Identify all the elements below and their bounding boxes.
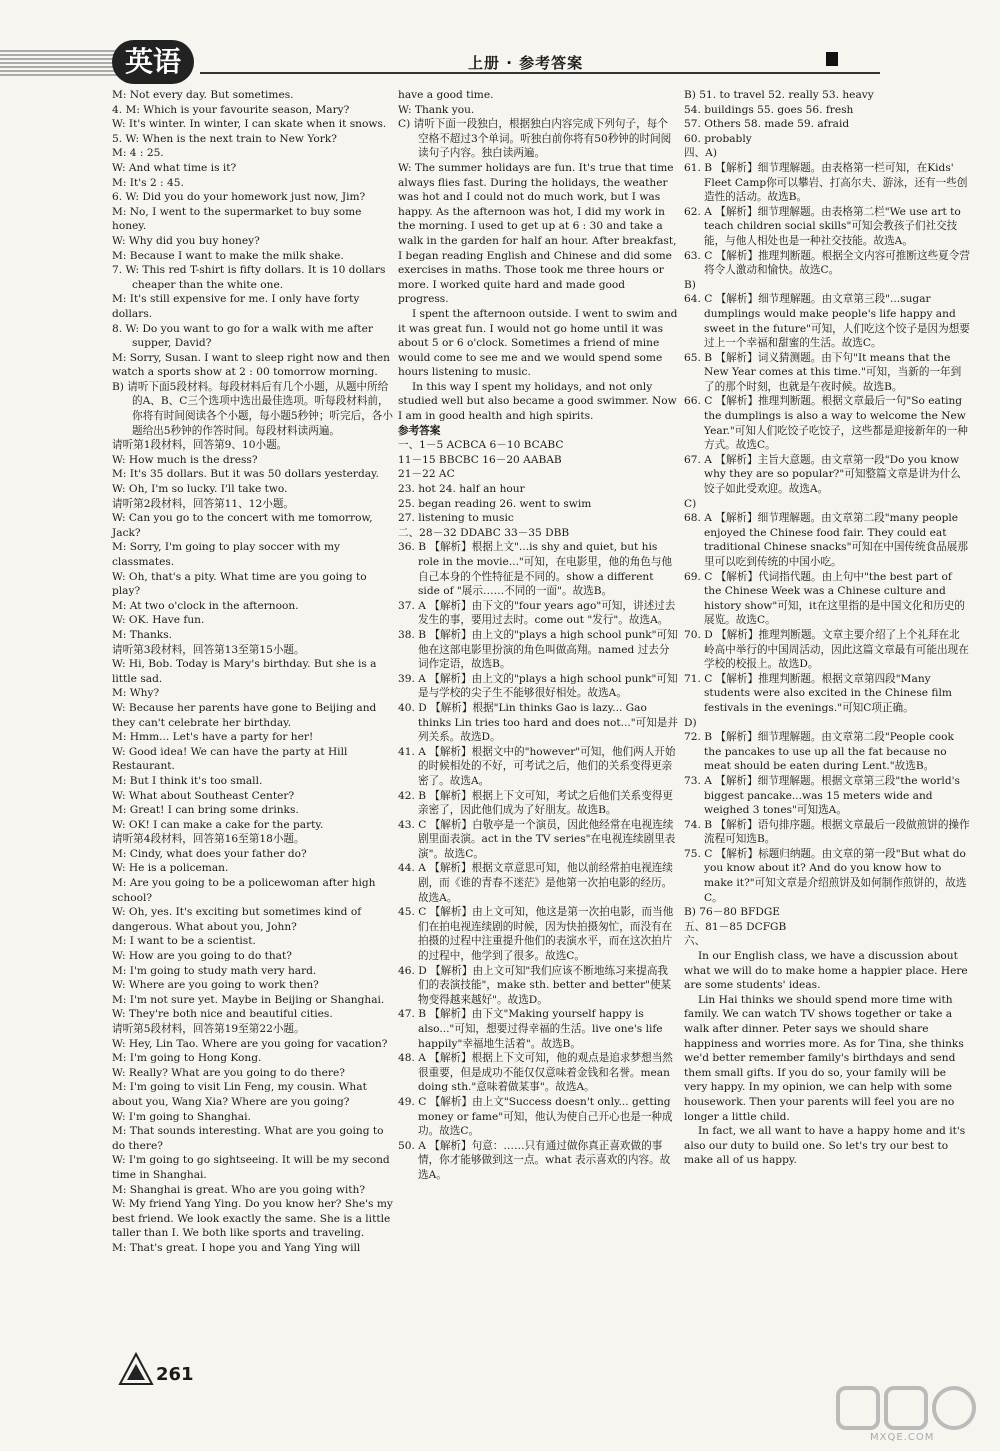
col1-line: M: Sorry, Susan. I want to sleep right now and then watch a sports show at 2 : 00 tomorrow morning. xyxy=(112,351,390,379)
col2-line: 37. A 【解析】由下文的"four years ago"可知，讲述过去发生的事，要用过去时。come out "发行"。故选A。 xyxy=(398,599,676,627)
page-number: 261 xyxy=(156,1364,194,1385)
col2-line: 27. listening to music xyxy=(398,512,514,525)
col1-line: M: Shanghai is great. Who are you going with? xyxy=(112,1183,366,1196)
col2-line: C) 请听下面一段独白，根据独白内容完成下列句子，每个空格不超过3个单词。听独白前你将有50秒钟的时间阅读句子内容。独白读两遍。 xyxy=(398,118,672,160)
col3-line: 75. C 【解析】标题归纳题。由文章的第一段"But what do you know about it? And do you know how to make it?"可知文章是介绍煎饼及如何制作煎饼的，故选C。 xyxy=(684,847,967,904)
col2-line: 49. C 【解析】由上文"Success doesn't only... getting money or fame"可知，他认为使自己开心也是一种成功。故选C。 xyxy=(398,1095,673,1138)
col3-line: B) 51. to travel 52. really 53. heavy xyxy=(684,89,874,101)
col1-line: B) 请听下面5段材料。每段材料后有几个小题，从题中所给的A、B、C三个选项中选出最佳选项。听每段材料前，你将有时间阅读各个小题，每小题5秒钟；听完后，各小题给出5秒钟的作答时间。每段材料读两遍。 xyxy=(112,380,393,437)
col3-line: 54. buildings 55. goes 56. fresh xyxy=(684,103,854,116)
col1-line: 7. W: This red T-shirt is fifty dollars. It is 10 dollars cheaper than the white one. xyxy=(112,264,386,291)
col3-line: B) 76－80 BFDGE xyxy=(684,906,781,919)
col1-line: M: That sounds interesting. What are you going to do there? xyxy=(112,1125,384,1152)
col1-line: W: I'm going to go sightseeing. It will be my second time in Shanghai. xyxy=(112,1154,390,1181)
col3-line: 71. C 【解析】推理判断题。根据文章第四段"Many students were also excited in the Chinese film festivals in the evenings."可知C项正确。 xyxy=(684,672,952,714)
left-column xyxy=(112,88,394,1256)
col1-line: W: What about Southeast Center? xyxy=(112,789,295,802)
col1-line: M: No, I went to the supermarket to buy some honey. xyxy=(112,205,362,233)
col2-line: 50. A 【解析】句意：……只有通过做你真正喜欢做的事情，你才能够做到这一点。what 表示喜欢的内容。故选A。 xyxy=(398,1139,671,1181)
col1-line: M: Not every day. But sometimes. xyxy=(112,89,294,101)
col1-line: W: OK. Have fun. xyxy=(112,614,205,627)
col2-line: W: The summer holidays are fun. It's true that time always flies fast. During the holidays, the weather was hot and I could not do much work, but I was happy. As the afternoon was hot, I did my work in the morning. I used to get up at 6 : 30 and take a walk in the garden for half an hour. After breakfast, I began reading English and Chinese and did some exercises in maths. Those took me three hours or more. I worked quite hard and made good progress. xyxy=(398,161,677,306)
col2-line: 47. B 【解析】由下文"Making yourself happy is also..."可知，想要过得幸福的生活。live one's life happily"幸福地生活着"。故选B。 xyxy=(398,1008,663,1050)
col1-line: W: They're both nice and beautiful cities. xyxy=(112,1008,333,1021)
page-title: 上册 · 参考答案 xyxy=(468,54,584,72)
col1-line: W: Where are you going to work then? xyxy=(112,979,319,992)
col1-line: W: It's winter. In winter, I can skate when it snows. xyxy=(112,118,387,131)
col2-line: 21－22 AC xyxy=(398,468,455,481)
col1-line: 请听第3段材料，回答第13至第15小题。 xyxy=(112,643,305,656)
header-marker-icon xyxy=(826,52,838,66)
col1-line: W: Hey, Lin Tao. Where are you going for vacation? xyxy=(112,1037,388,1050)
col2-line: 11－15 BBCBC 16－20 AABAB xyxy=(398,453,562,466)
col3-line: B) xyxy=(684,278,696,291)
col3-line: 67. A 【解析】主旨大意题。由文章第一段"Do you know why they are so popular?"可知整篇文章是讲为什么饺子如此受欢迎。故选A。 xyxy=(684,453,961,496)
col1-line: W: And what time is it? xyxy=(112,161,237,174)
col3-line: 57. Others 58. made 59. afraid xyxy=(684,118,850,131)
col2-line: 43. C 【解析】白敬亭是一个演员，因此他经常在电视连续剧里面表演。act in the TV series"在电视连续剧里表演"。故选C。 xyxy=(398,818,676,860)
col3-line: D) xyxy=(684,716,697,729)
page-header xyxy=(0,0,1000,86)
col3-line: 66. C 【解析】推理判断题。根据文章最后一句"So eating the dumplings is also a way to welcome the New Year."可知人们吃饺子吃饺子，这些都是迎接新年的一种方式。故选C。 xyxy=(684,395,968,452)
col2-line: I spent the afternoon outside. I went to swim and it was great fun. I would not go home until it was about 5 or 6 o'clock. Sometimes a friend of mine would come to see me and we would spend some hours listening to music. xyxy=(398,307,678,379)
col1-line: 请听第5段材料，回答第19至第22小题。 xyxy=(112,1023,305,1035)
col1-line: M: Cindy, what does your father do? xyxy=(112,847,307,860)
col1-line: M: I'm going to visit Lin Feng, my cousin. What about you, Wang Xia? Where are you going? xyxy=(112,1081,367,1108)
subject-badge: 英语 xyxy=(112,40,194,84)
col3-line: Lin Hai thinks we should spend more time with family. We can watch TV shows together or take a walk after dinner. Peter says we should share happiness and worries more. As for Tina, she thinks we'd better remember family's birthdays and send them small gifts. If you do so, your family will be very happy. In my opinion, we can help with some housework. Then your parents will feel you are no longer a little child. xyxy=(684,993,964,1123)
col2-line: 23. hot 24. half an hour xyxy=(398,483,525,496)
col1-line: W: Oh, yes. It's exciting but sometimes kind of dangerous. What about you, John? xyxy=(112,906,362,933)
col3-line: 74. B 【解析】语句排序题。根据文章最后一段做煎饼的操作流程可知选B。 xyxy=(684,818,970,846)
col1-line: M: Thanks. xyxy=(112,628,173,641)
col1-line: M: Are you going to be a policewoman after high school? xyxy=(112,877,376,904)
col1-line: 请听第1段材料，回答第9、10小题。 xyxy=(112,439,288,452)
col1-line: W: How are you going to do that? xyxy=(112,950,292,963)
col1-line: W: Really? What are you going to do there? xyxy=(112,1066,345,1079)
col3-line: 63. C 【解析】推理判断题。根据全文内容可推断这些夏令营将令人激动和愉快。故选C。 xyxy=(684,249,970,277)
col1-line: 8. W: Do you want to go for a walk with me after supper, David? xyxy=(112,322,373,350)
col1-line: W: Hi, Bob. Today is Mary's birthday. But she is a little sad. xyxy=(112,658,377,685)
col2-line: have a good time. xyxy=(398,89,494,101)
col1-line: M: It's 2 : 45. xyxy=(112,176,184,189)
col1-line: W: Because her parents have gone to Beijing and they can't celebrate her birthday. xyxy=(112,701,377,729)
col2-line: 39. A 【解析】由上文的"plays a high school punk"可知是与学校的尖子生不能够很好相处。故选A。 xyxy=(398,672,678,700)
col1-line: M: At two o'clock in the afternoon. xyxy=(112,599,299,612)
col1-line: M: It's 35 dollars. But it was 50 dollars yesterday. xyxy=(112,468,379,481)
col1-line: M: I want to be a scientist. xyxy=(112,935,256,948)
col1-line: M: That's great. I hope you and Yang Ying will xyxy=(112,1241,361,1254)
col1-line: M: Great! I can bring some drinks. xyxy=(112,804,299,817)
col1-line: W: OK! I can make a cake for the party. xyxy=(112,818,324,831)
col1-line: M: Why? xyxy=(112,687,160,700)
publisher-logo-icon xyxy=(118,1352,154,1388)
col2-line: 36. B 【解析】根据上文"...is shy and quiet, but his role in the movie..."可知，在电影里，他的角色与他自己本身的个性特征是不同的。show a different side of "展示……不同的一面"。故选B。 xyxy=(398,541,673,598)
col3-line: 73. A 【解析】细节理解题。根据文章第三段"the world's biggest pancake...was 15 meters wide and weighed 3 tones"可知选A。 xyxy=(684,774,960,817)
col2-line: 一、1－5 ACBCA 6－10 BCABC xyxy=(398,439,564,452)
watermark-text: MXQE.COM xyxy=(870,1432,935,1443)
col3-line: 72. B 【解析】细节理解题。由文章第二段"People cook the pancakes to use up all the fat because no meat should be eaten during Lent."故选B。 xyxy=(684,731,954,773)
col1-line: W: Can you go to the concert with me tomorrow, Jack? xyxy=(112,512,373,539)
col1-line: W: My friend Yang Ying. Do you know her? She's my best friend. We look exactly the same. She is a little taller than I. We both like sports and traveling. xyxy=(112,1198,393,1240)
col3-line: 61. B 【解析】细节理解题。由表格第一栏可知，在Kids' Fleet Camp你可以攀岩、打高尔夫、游泳，还有一些创造性的活动。故选B。 xyxy=(684,161,968,204)
col1-line: W: Good idea! We can have the party at Hill Restaurant. xyxy=(112,745,348,773)
col3-line: In fact, we all want to have a happy home and it's also our duty to build one. So let's try our best to make all of us happy. xyxy=(684,1125,966,1167)
col2-line: 41. A 【解析】根据文中的"however"可知，他们两人开始的时候相处的不好，可考试之后，他们的关系变得更亲密了。故选A。 xyxy=(398,745,676,787)
col1-line: 4. M: Which is your favourite season, Mary? xyxy=(112,103,350,116)
col1-line: M: I'm not sure yet. Maybe in Beijing or Shanghai. xyxy=(112,993,385,1006)
col1-line: M: I'm going to study math very hard. xyxy=(112,964,317,977)
col1-line: M: I'm going to Hong Kong. xyxy=(112,1052,262,1065)
col2-line: 参考答案 xyxy=(398,424,441,437)
col3-line: 68. A 【解析】细节理解题。由文章第二段"many people enjoyed the Chinese food fair. They could eat traditional Chinese snacks"可知在中国传统食品展那里可以吃到传统的中国小吃。 xyxy=(684,512,968,568)
col1-line: 请听第4段材料，回答第16至第18小题。 xyxy=(112,833,305,846)
col1-line: M: 4 : 25. xyxy=(112,147,164,160)
col1-line: M: But I think it's too small. xyxy=(112,774,263,787)
col1-line: M: Hmm... Let's have a party for her! xyxy=(112,731,314,744)
col1-line: W: Why did you buy honey? xyxy=(112,234,260,247)
col3-line: C) xyxy=(684,497,697,510)
col1-line: W: Oh, that's a pity. What time are you going to play? xyxy=(112,570,367,598)
col2-line: 25. began reading 26. went to swim xyxy=(398,497,592,510)
col3-line: 69. C 【解析】代词指代题。由上句中"the best part of the Chinese Week was a Chinese culture and history show"可知，it在这里指的是中国文化和历史的展览。故选C。 xyxy=(684,570,966,627)
middle-column xyxy=(398,88,678,1183)
col3-line: 70. D 【解析】推理判断题。文章主要介绍了上个礼拜在北岭高中举行的中国周活动，因此这篇文章最有可能出现在学校的校报上。故选D。 xyxy=(684,628,969,671)
col1-line: 6. W: Did you do your homework just now, Jim? xyxy=(112,191,366,204)
col3-line: 62. A 【解析】细节理解题。由表格第二栏"We use art to teach children social skills"可知会教孩子们社交技能，与他人相处也是一种社交技能。故选A。 xyxy=(684,205,961,247)
header-stripes xyxy=(0,50,120,76)
col2-line: In this way I spent my holidays, and not only studied well but also became a good swimmer. Now I am in good health and high spirits. xyxy=(398,380,677,423)
col2-line: 40. D 【解析】根据"Lin thinks Gao is lazy... Gao thinks Lin tries too hard and does not..."可知是并列关系。故选D。 xyxy=(398,701,678,744)
col2-line: 45. C 【解析】由上文可知，他这是第一次拍电影，而当他们在拍电视连续剧的时候，因为快拍摄匆忙，而没有在拍摄的过程中注重提升他们的表演水平，而在这次拍片的过程中，他学到了很多。故选C。 xyxy=(398,906,674,963)
col2-line: 42. B 【解析】根据上下文可知，考试之后他们关系变得更亲密了，因此他们成为了好朋友。故选B。 xyxy=(398,789,674,817)
col1-line: 请听第2段材料，回答第11、12小题。 xyxy=(112,497,295,510)
col1-line: M: Sorry, I'm going to play soccer with my classmates. xyxy=(112,541,341,568)
col3-line: In our English class, we have a discussion about what we will do to make home a happier place. Here are some students' ideas. xyxy=(684,950,968,992)
col3-line: 六、 xyxy=(684,935,706,948)
col2-line: W: Thank you. xyxy=(398,103,475,116)
col3-line: 四、A) xyxy=(684,147,717,160)
col1-line: M: It's still expensive for me. I only have forty dollars. xyxy=(112,293,360,320)
col1-line: M: Because I want to make the milk shake. xyxy=(112,249,344,262)
right-column xyxy=(684,88,970,1168)
col1-line: W: Oh, I'm so lucky. I'll take two. xyxy=(112,483,288,496)
col2-line: 二、28－32 DDABC 33－35 DBB xyxy=(398,526,570,539)
col3-line: 65. B 【解析】词义猜测题。由下句"It means that the New Year comes at this time."可知，当新的一年到了的那个时刻，也就是午夜时候。故选B。 xyxy=(684,351,962,393)
col3-line: 五、81－85 DCFGB xyxy=(684,920,787,933)
col2-line: 44. A 【解析】根据文章意思可知，他以前经常拍电视连续剧，而《谁的青春不迷茫》是他第一次拍电影的经历。故选A。 xyxy=(398,862,673,904)
col1-line: W: He is a policeman. xyxy=(112,862,229,875)
col2-line: 46. D 【解析】由上文可知"我们应该不断地练习来提高我们的表演技能"，make sth. better and better"使某物变得越来越好"。故选D。 xyxy=(398,964,672,1006)
col3-line: 64. C 【解析】细节理解题。由文章第三段"...sugar dumplings would make people's life happy and sweet in the future"可知，人们吃这个饺子是因为想要过上一个幸福和甜蜜的生活。故选C。 xyxy=(684,293,970,350)
col3-line: 60. probably xyxy=(684,132,752,145)
col2-line: 48. A 【解析】根据上下文可知，他的观点是追求梦想当然很重要，但是成功不能仅仅意味着金钱和名誉。mean doing sth."意味着做某事"。故选A。 xyxy=(398,1052,673,1094)
col2-line: 38. B 【解析】由上文的"plays a high school punk"可知他在这部电影里扮演的角色叫做高翔。named 过去分词作定语，故选B。 xyxy=(398,628,678,671)
col1-line: 5. W: When is the next train to New York? xyxy=(112,132,337,145)
col1-line: W: How much is the dress? xyxy=(112,453,258,466)
col1-line: W: I'm going to Shanghai. xyxy=(112,1110,251,1123)
